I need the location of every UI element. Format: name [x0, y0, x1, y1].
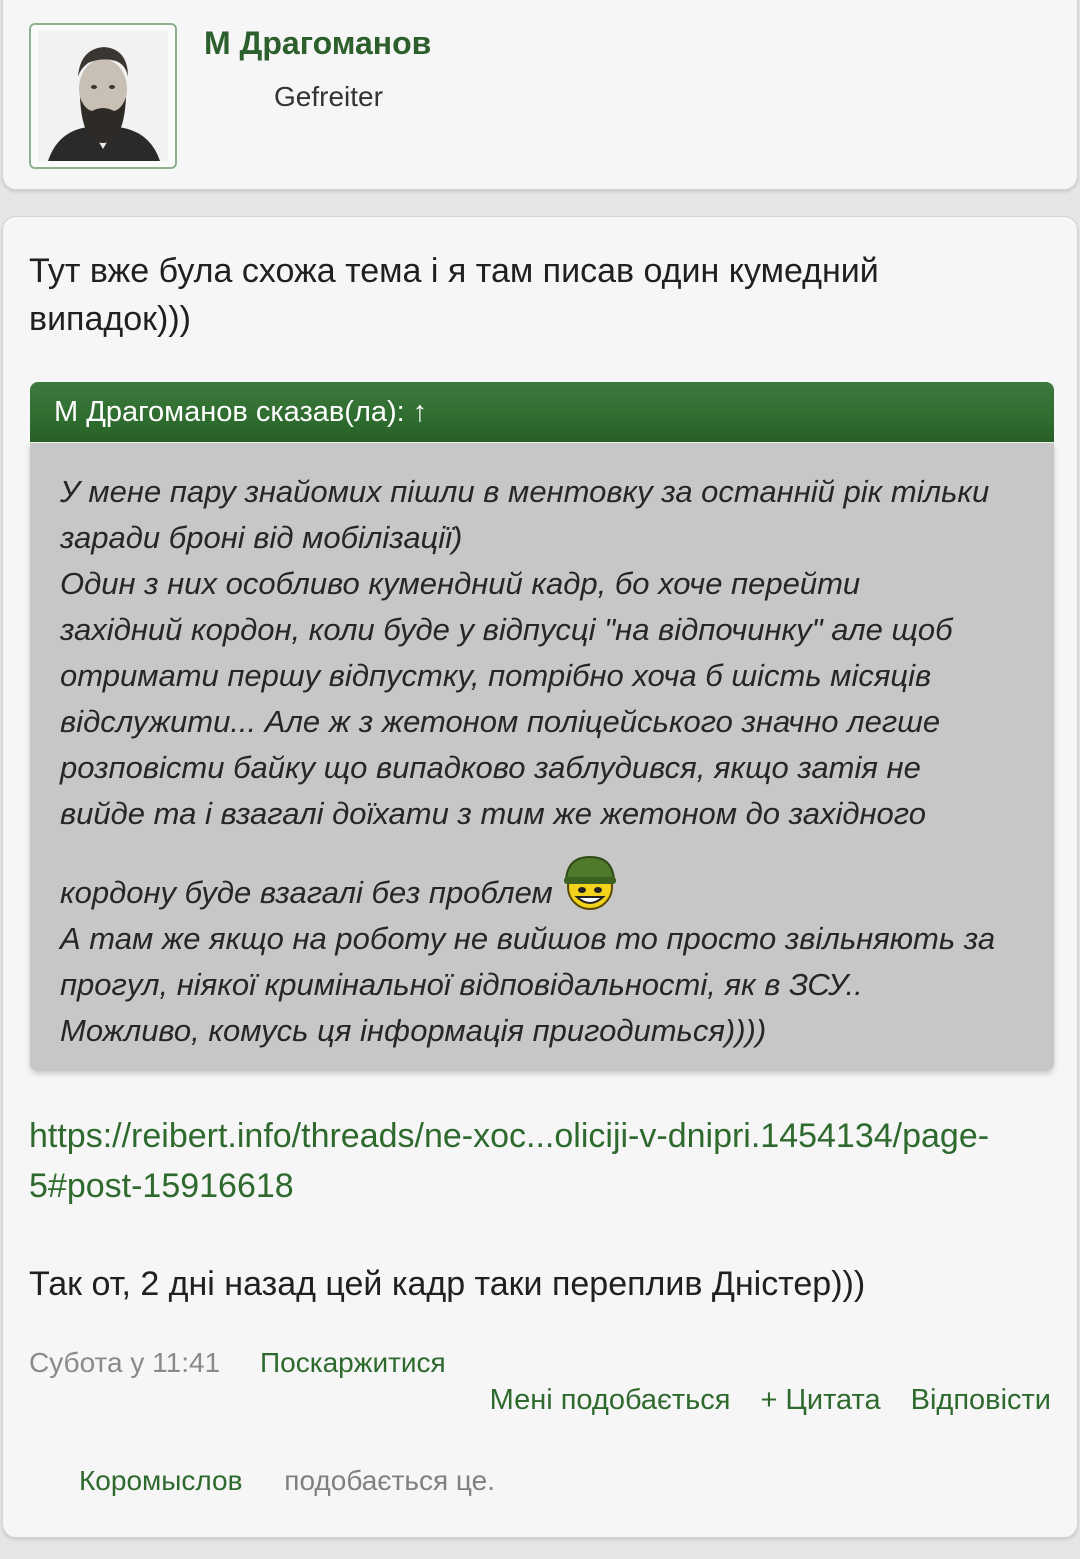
- quote-line: розповісти байку що випадково заблудився, якщо затія не: [60, 750, 921, 785]
- portrait-avatar-icon: [37, 31, 169, 161]
- author-card: [2, 0, 1078, 190]
- post-card: [2, 216, 1078, 1538]
- quote-line: заради броні від мобілізації): [60, 520, 463, 555]
- quote-line: А там же якщо на роботу не вийшов то просто звільняють за: [60, 921, 996, 956]
- quote-line: Один з них особливо кумендний кадр, бо хоче перейти: [60, 566, 861, 601]
- quote-line: У мене пару знайомих пішли в ментовку за останній рік тільки: [60, 474, 990, 509]
- post-date[interactable]: Субота у 11:41: [29, 1347, 221, 1378]
- avatar[interactable]: [29, 23, 177, 169]
- quote-line: вийде та і взагалі доїхати з тим же жетоном до західного: [60, 796, 926, 831]
- quote-line: Можливо, комусь ця інформація пригодиться)))): [60, 1013, 767, 1048]
- report-link[interactable]: Поскаржитися: [260, 1347, 446, 1378]
- quote-line: західний кордон, коли буде у відпусці "на відпочинку" але щоб: [60, 612, 953, 647]
- quote-body: [30, 443, 1054, 1071]
- soldier-smiley-icon: [561, 853, 619, 913]
- quote-line: прогул, ніякої кримінальної відповідальності, як в ЗСУ..: [60, 967, 863, 1002]
- quote-line: [60, 853, 1024, 916]
- thread-link[interactable]: https://reibert.info/threads/ne-xoc...oliciji-v-dnipri.1454134/page-5#post-15916618: [29, 1117, 990, 1205]
- quote-line-text: кордону буде взагалі без проблем: [60, 875, 553, 910]
- like-button[interactable]: Мені подобається: [489, 1384, 731, 1416]
- quote-line: відслужити... Але ж з жетоном поліцейського значно легше: [60, 704, 941, 739]
- user-title: Gefreiter: [274, 81, 383, 112]
- quote-line: отримати першу відпустку, потрібно хоча б шість місяців: [60, 658, 932, 693]
- reply-button[interactable]: Відповісти: [910, 1384, 1051, 1416]
- username[interactable]: М Драгоманов: [204, 25, 432, 61]
- likes-text: подобається це.: [284, 1465, 496, 1496]
- post-text-top: Тут вже була схожа тема і я там писав один кумедний випадок))): [29, 252, 879, 338]
- quote-button[interactable]: + Цитата: [760, 1384, 881, 1416]
- post-text-bottom: Так от, 2 дні назад цей кадр таки переплив Дністер))): [29, 1265, 866, 1303]
- quote-header[interactable]: М Драгоманов сказав(ла): ↑: [30, 382, 1054, 442]
- liker-link[interactable]: Коромыслов: [79, 1465, 243, 1496]
- likes-summary: [79, 1465, 495, 1497]
- post-actions: [490, 1384, 1051, 1417]
